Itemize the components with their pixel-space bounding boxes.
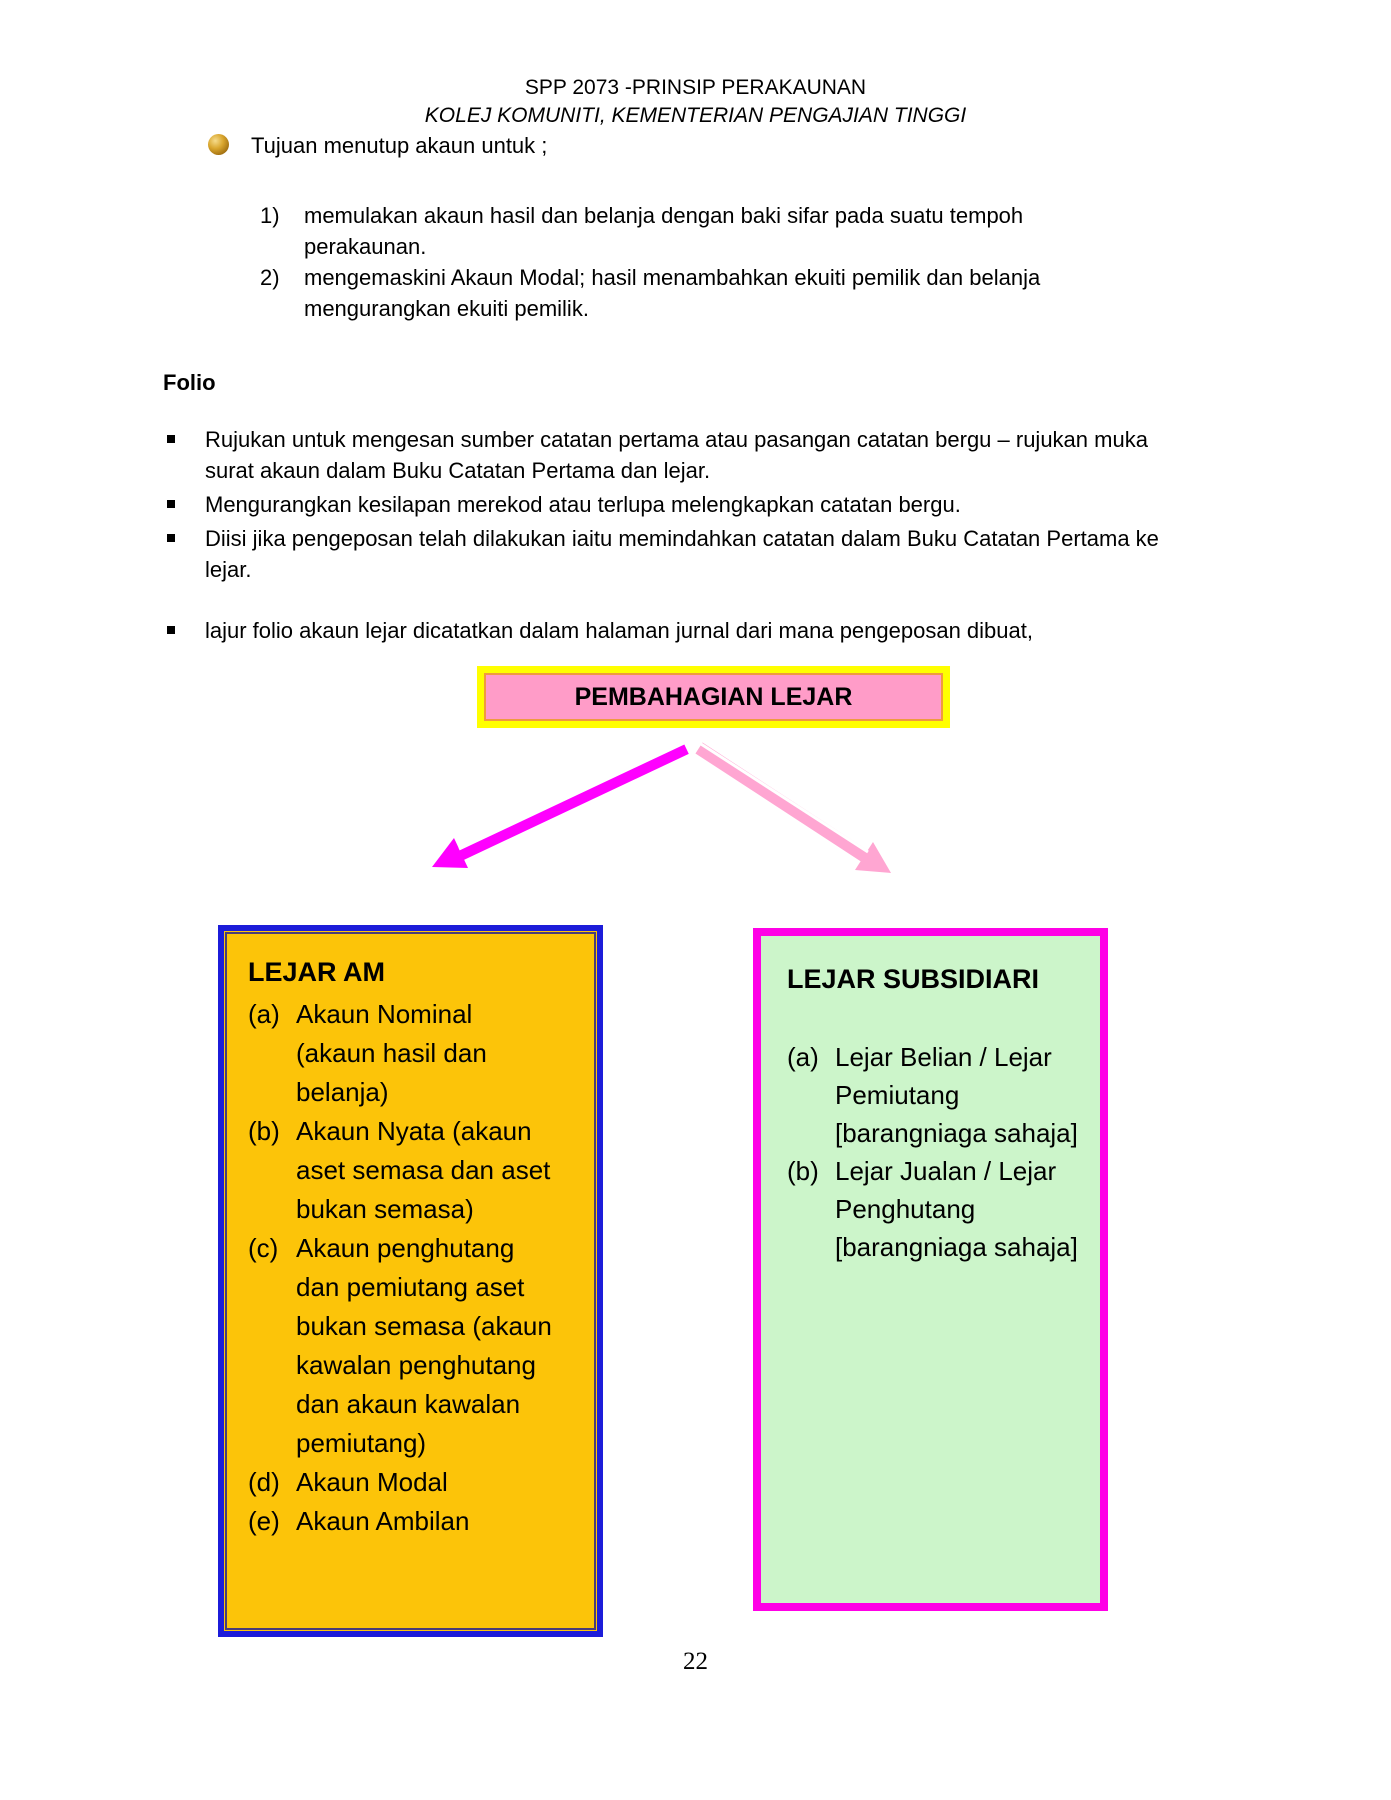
lejar-subsidiari-list: [787, 1038, 1094, 1266]
diagram-banner: [477, 666, 950, 728]
numbered-list-item: [260, 200, 1080, 262]
lejar-am-list: [248, 995, 583, 1541]
item-text: Akaun Nominal (akaun hasil dan belanja): [296, 999, 487, 1107]
numbered-list: [260, 200, 1080, 324]
lejar-subsidiari-title: LEJAR SUBSIDIARI: [787, 964, 1040, 994]
item-label: (a): [248, 999, 280, 1029]
item-label: (c): [248, 1233, 279, 1263]
square-bullet-icon: [167, 534, 175, 542]
page-number: 22: [683, 1648, 708, 1675]
folio-bullet-item: [167, 523, 1227, 585]
arrow-right-pink: [699, 744, 891, 873]
lejar-am-item: [248, 1463, 583, 1502]
folio-bullet-text: lajur folio akaun lejar dicatatkan dalam halaman jurnal dari mana pengeposan dibuat,: [205, 618, 1033, 643]
lejar-subsidiari-box: [753, 928, 1108, 1611]
item-label: (d): [248, 1467, 280, 1497]
lejar-am-item: [248, 1502, 583, 1541]
lejar-subsidiari-item: [787, 1038, 1094, 1152]
list-item-number: 2): [260, 265, 280, 290]
folio-bullet-text: Mengurangkan kesilapan merekod atau terlupa melengkapkan catatan bergu.: [205, 492, 961, 517]
folio-heading: Folio: [163, 370, 216, 395]
item-text: Lejar Belian / Lejar Pemiutang [barangniaga sahaja]: [835, 1042, 1078, 1148]
list-item-text: memulakan akaun hasil dan belanja dengan baki sifar pada suatu tempoh perakaunan.: [304, 203, 1024, 259]
folio-bullet-item: [167, 615, 1227, 646]
folio-bullet-text: Rujukan untuk mengesan sumber catatan pertama atau pasangan catatan bergu – rujukan muka surat akaun dalam Buku Catatan Pertama dan lejar.: [205, 427, 1148, 483]
folio-bullet-list: [167, 424, 1227, 649]
item-text: Akaun Nyata (akaun aset semasa dan aset bukan semasa): [296, 1116, 551, 1224]
arrow-left-magenta: [432, 743, 686, 868]
intro-text: Tujuan menutup akaun untuk ;: [251, 133, 548, 158]
item-label: (a): [787, 1042, 819, 1072]
document-header: [0, 74, 1391, 130]
lejar-am-item: [248, 995, 583, 1112]
item-label: (b): [248, 1116, 280, 1146]
item-label: (b): [787, 1156, 819, 1186]
lejar-subsidiari-item: [787, 1152, 1094, 1266]
item-text: Akaun Ambilan: [296, 1506, 470, 1536]
lejar-am-box: [218, 925, 603, 1637]
square-bullet-icon: [167, 626, 175, 634]
item-text: Lejar Jualan / Lejar Penghutang [barangniaga sahaja]: [835, 1156, 1078, 1262]
folio-bullet-text: Diisi jika pengeposan telah dilakukan iaitu memindahkan catatan dalam Buku Catatan Pertama ke lejar.: [205, 526, 1159, 582]
intro-bullet-row: [208, 132, 547, 160]
square-bullet-icon: [167, 435, 175, 443]
item-label: (e): [248, 1506, 280, 1536]
folio-bullet-item: [167, 424, 1227, 486]
header-course-title: SPP 2073 -PRINSIP PERAKAUNAN: [524, 76, 867, 99]
list-item-text: mengemaskini Akaun Modal; hasil menambahkan ekuiti pemilik dan belanja mengurangkan ekuiti pemilik.: [304, 265, 1041, 321]
item-text: Akaun Modal: [296, 1467, 448, 1497]
item-text: Akaun penghutang dan pemiutang aset bukan semasa (akaun kawalan penghutang dan akaun kawalan pemiutang): [296, 1233, 552, 1458]
diagram-banner-title: PEMBAHAGIAN LEJAR: [484, 673, 943, 721]
list-item-number: 1): [260, 203, 280, 228]
header-institution: KOLEJ KOMUNITI, KEMENTERIAN PENGAJIAN TINGGI: [424, 104, 967, 127]
gold-sphere-bullet-icon: [208, 134, 229, 155]
square-bullet-icon: [167, 500, 175, 508]
lejar-am-item: [248, 1229, 583, 1463]
lejar-am-title: LEJAR AM: [248, 957, 386, 987]
numbered-list-item: [260, 262, 1080, 324]
folio-bullet-item: [167, 489, 1227, 520]
lejar-am-item: [248, 1112, 583, 1229]
